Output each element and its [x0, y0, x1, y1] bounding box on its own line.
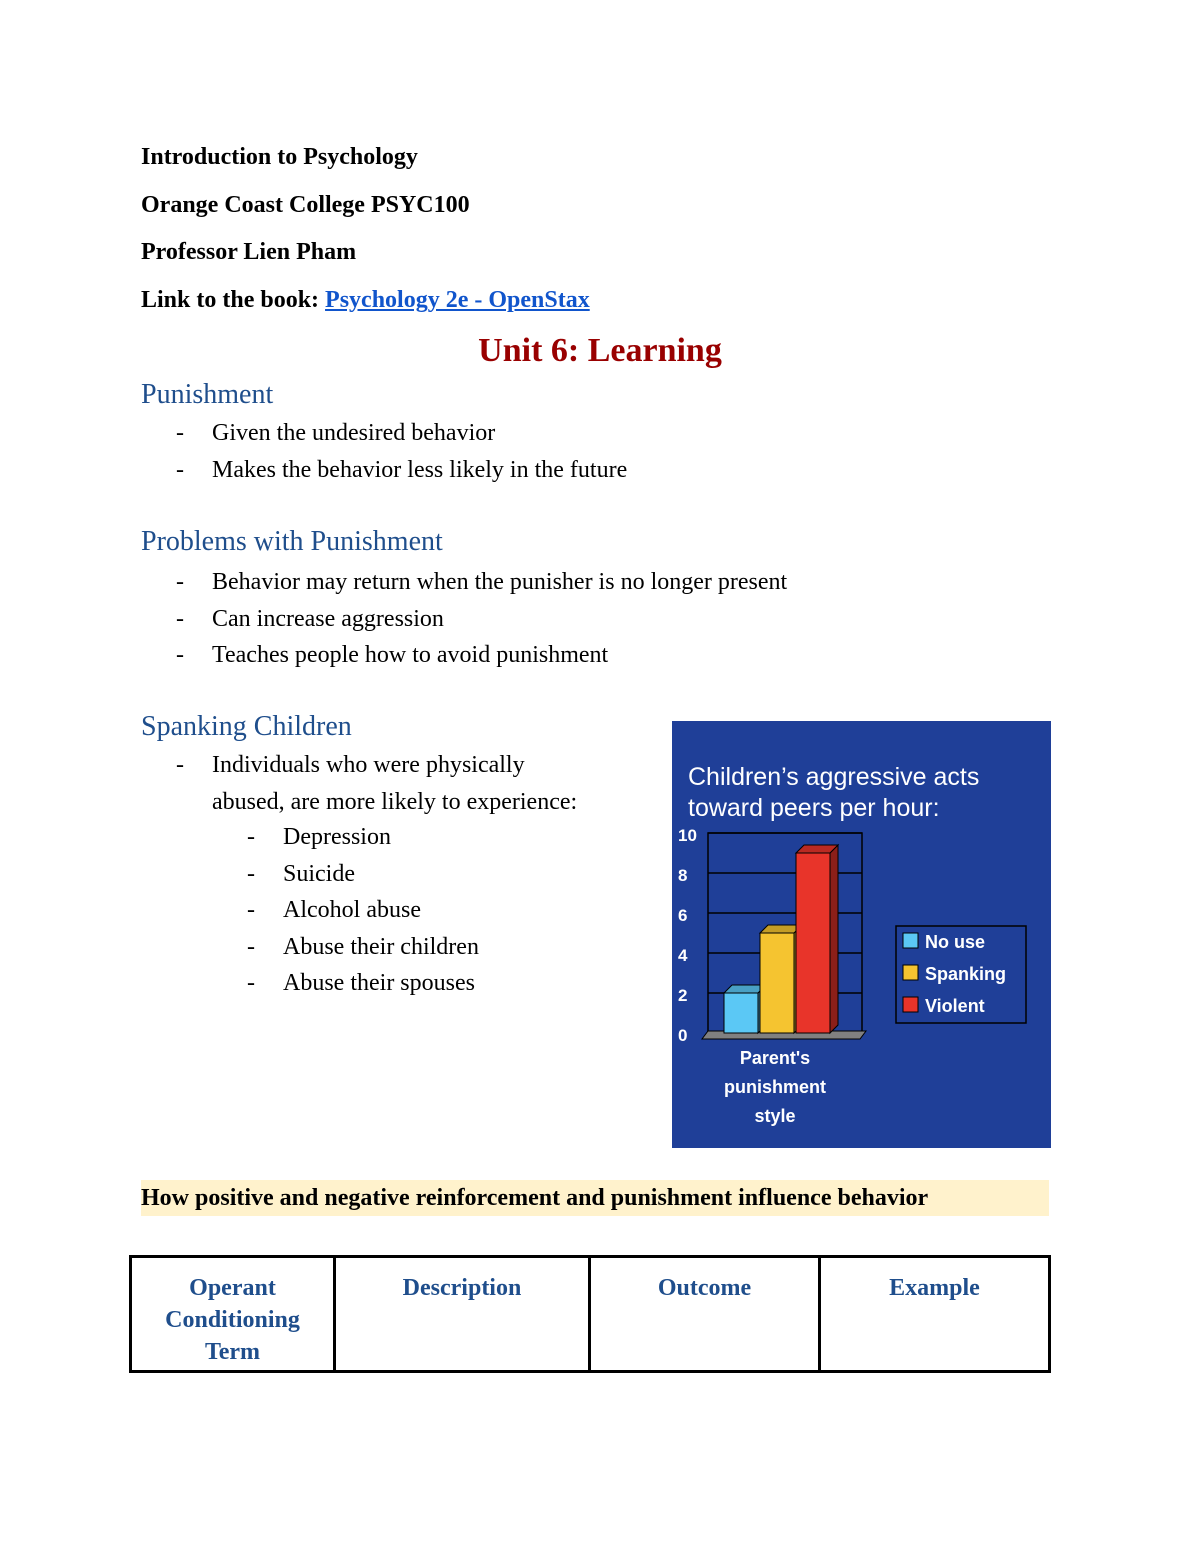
- spanking-list: [141, 747, 577, 819]
- chart-y-tick-label: 4: [678, 946, 688, 965]
- spanking-heading: Spanking Children: [141, 711, 352, 742]
- spanking-intro-line2: abused, are more likely to experience:: [212, 788, 578, 815]
- chart-x-label-line: style: [754, 1106, 796, 1126]
- chart-y-tick-label: 0: [678, 1026, 688, 1045]
- book-label: Link to the book:: [141, 287, 326, 313]
- chart-y-tick-label: 10: [678, 826, 697, 845]
- chart-legend-swatch: [903, 997, 918, 1012]
- problems-list: [141, 564, 787, 674]
- operant-conditioning-table: [129, 1255, 1051, 1373]
- chart-x-label-line: Parent's: [739, 1048, 811, 1068]
- header-description: Description: [335, 1257, 590, 1372]
- course-title: Introduction to Psychology: [141, 144, 418, 170]
- chart-y-tick-label: 2: [678, 986, 688, 1005]
- header-term: Operant Conditioning Term: [131, 1257, 335, 1372]
- reinforcement-heading: How positive and negative reinforcement and punishment influence behavior: [141, 1180, 1049, 1216]
- list-item: - Can increase aggression: [141, 601, 787, 638]
- chart-y-tick-label: 6: [678, 906, 688, 925]
- header-example: Example: [820, 1257, 1050, 1372]
- chart-legend-label: Violent: [925, 996, 985, 1016]
- list-item: - Behavior may return when the punisher is no longer present: [141, 564, 787, 601]
- aggression-chart: [672, 721, 1051, 1148]
- chart-y-tick-label: 8: [678, 866, 688, 885]
- list-item: - Abuse their children: [212, 929, 479, 966]
- spanking-intro-line1: Individuals who were physically: [212, 752, 525, 778]
- unit-title: Unit 6: Learning: [478, 332, 722, 369]
- list-item: - Given the undesired behavior: [141, 415, 627, 452]
- chart-bar-front: [796, 853, 830, 1033]
- chart-bar-violent: [796, 845, 838, 1033]
- header-outcome: Outcome: [590, 1257, 820, 1372]
- chart-x-label-line: punishment: [724, 1077, 826, 1097]
- chart-bar-front: [760, 933, 794, 1033]
- chart-legend-label: No use: [925, 932, 986, 952]
- chart-legend-swatch: [903, 965, 918, 980]
- book-line: [141, 287, 590, 314]
- chart-legend-swatch: [903, 933, 918, 948]
- chart-bar-side: [830, 845, 838, 1033]
- list-item: - Abuse their spouses: [212, 965, 479, 1002]
- list-item: - Teaches people how to avoid punishment: [141, 637, 787, 674]
- chart-title-line1: Children’s aggressive acts: [688, 763, 980, 791]
- chart-legend: [896, 926, 1026, 1023]
- punishment-heading: Punishment: [141, 379, 274, 410]
- list-item: - Alcohol abuse: [212, 892, 479, 929]
- list-item: - Makes the behavior less likely in the future: [141, 452, 627, 489]
- book-link[interactable]: Psychology 2e - OpenStax: [325, 287, 590, 313]
- chart-legend-label: Spanking: [925, 964, 1007, 984]
- problems-heading: Problems with Punishment: [141, 526, 443, 557]
- spanking-sub-list: [212, 819, 479, 1002]
- punishment-list: [141, 415, 627, 488]
- aggression-chart-svg: [672, 721, 1051, 1148]
- list-item: - Suicide: [212, 856, 479, 893]
- college-line: Orange Coast College PSYC100: [141, 192, 470, 218]
- chart-bar-front: [724, 993, 758, 1033]
- chart-title-line2: toward peers per hour:: [688, 794, 940, 822]
- table-header-row: [131, 1257, 1050, 1372]
- list-item: - Depression: [212, 819, 479, 856]
- list-item: [141, 747, 577, 819]
- chart-bar-top: [796, 845, 838, 853]
- professor-line: Professor Lien Pham: [141, 239, 357, 265]
